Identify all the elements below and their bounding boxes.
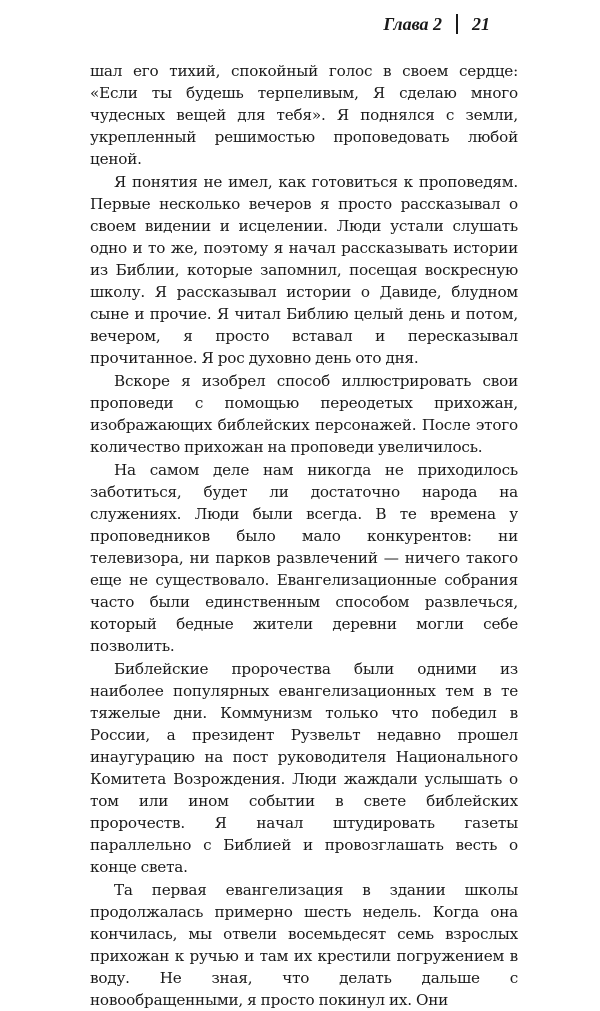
paragraph: шал его тихий, спокойный голос в своем сердце: «Если ты будешь терпеливым, Я сделаю много чудесных вещей для тебя». Я поднялся с земли, укрепленный решимостью проповедовать любой ценой.	[90, 62, 518, 168]
paragraph: Библейские пророчества были одними из наиболее популярных евангелизационных тем в те тяжелые дни. Коммунизм только что победил в России, а президент Рузвельт недавно прошел инаугурацию на пост руководителя Национального Комитета Возрождения. Люди жаждали услышать о том или ином событии в свете библейских пророчеств. Я начал штудировать газеты параллельно с Библией и провозглашать весть о конце света.	[90, 660, 518, 876]
page-number: 21	[472, 14, 490, 34]
paragraph: Та первая евангелизация в здании школы продолжалась примерно шесть недель. Когда она кончилась, мы отвели восемьдесят семь взрослых прихожан к ручью и там их крестили погружением в воду. Не зная, что делать дальше с новообращенными, я просто покинул их. Они	[90, 881, 518, 1009]
chapter-title: Глава 2	[383, 14, 442, 34]
body-text	[90, 60, 518, 1011]
header-separator	[456, 14, 458, 34]
paragraph: Я понятия не имел, как готовиться к проповедям. Первые несколько вечеров я просто рассказывал о своем видении и исцелении. Люди устали слушать одно и то же, поэтому я начал рассказывать истории из Библии, которые запомнил, посещая воскресную школу. Я рассказывал истории о Давиде, блудном сыне и прочие. Я читал Библию целый день и потом, вечером, я просто вставал и пересказывал прочитанное. Я рос духовно день ото дня.	[90, 173, 518, 367]
paragraph: Вскоре я изобрел способ иллюстрировать свои проповеди с помощью переодетых прихожан, изображающих библейских персонажей. После этого количество прихожан на проповеди увеличилось.	[90, 372, 518, 456]
paragraph: На самом деле нам никогда не приходилось заботиться, будет ли достаточно народа на служениях. Люди были всегда. В те времена у проповедников было мало конкурентов: ни телевизора, ни парков развлечений — ничего такого еще не существовало. Евангелизационные собрания часто были единственным способом развлечься, который бедные жители деревни могли себе позволить.	[90, 461, 518, 655]
running-header	[383, 12, 490, 36]
